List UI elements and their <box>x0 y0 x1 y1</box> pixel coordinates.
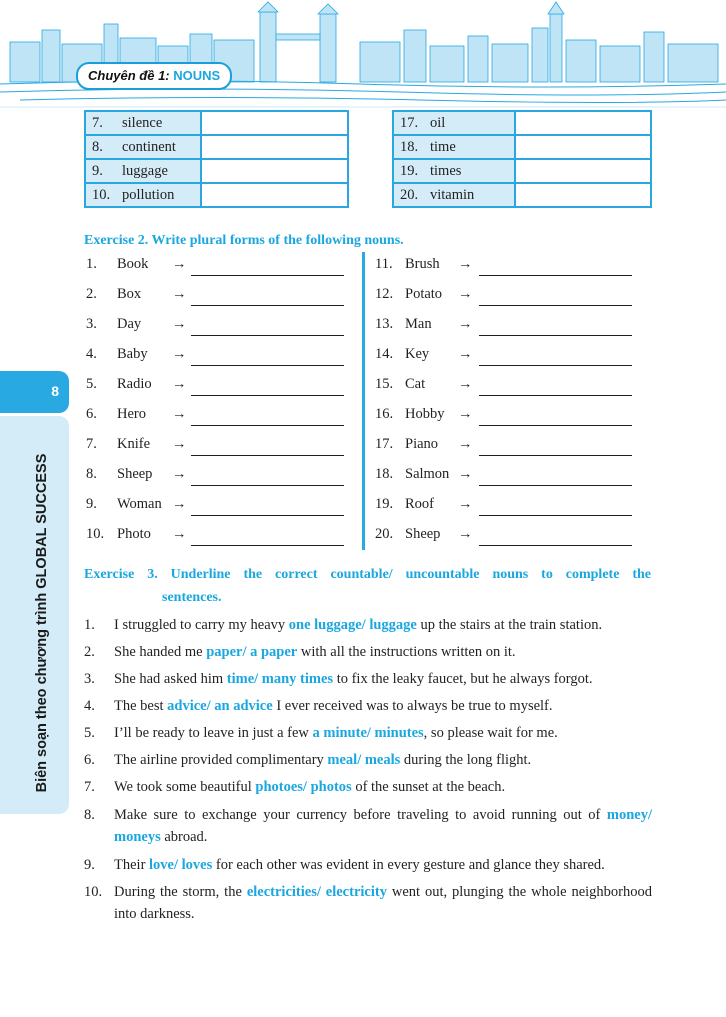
item-number: 3. <box>84 671 95 687</box>
sentence-text: during the long flight. <box>400 752 532 768</box>
sentence-text: for each other was evident in every gesture and glance they shared. <box>212 857 605 873</box>
sentence-text: Their <box>114 857 150 873</box>
item-number: 15. <box>375 376 394 392</box>
item-word: Hobby <box>405 406 445 422</box>
answer-line[interactable] <box>191 395 344 396</box>
item-number: 19. <box>375 496 394 512</box>
sentence-text: to fix the leaky faucet, but he always forgot. <box>333 671 593 687</box>
exercise-3-title-continued: sentences. <box>162 590 222 605</box>
vocab-table-left <box>84 110 349 208</box>
arrow-icon: → <box>172 526 187 542</box>
table-row <box>393 183 651 207</box>
answer-cell[interactable] <box>201 183 348 207</box>
item-word: Piano <box>405 436 439 452</box>
choice-option[interactable]: money/ moneys <box>114 807 652 845</box>
item-number: 2. <box>86 286 97 302</box>
item-word: Sheep <box>117 466 153 482</box>
sentence-text: , so please wait for me. <box>423 725 558 741</box>
answer-line[interactable] <box>191 275 344 276</box>
answer-line[interactable] <box>479 545 632 546</box>
sentence-text: Make sure to exchange your currency before traveling to avoid running out of <box>114 807 607 823</box>
item-number: 16. <box>375 406 394 422</box>
sentence-text: We took some beautiful <box>114 779 256 795</box>
item-number: 5. <box>84 725 95 741</box>
answer-line[interactable] <box>479 395 632 396</box>
table-row <box>85 135 348 159</box>
sentence-text: went out, plunging the whole neighborhood into darkness. <box>114 884 652 922</box>
arrow-icon: → <box>458 376 473 392</box>
vocab-table-right <box>392 110 652 208</box>
item-word: time <box>430 138 456 155</box>
item-word: luggage <box>122 162 168 179</box>
answer-line[interactable] <box>479 485 632 486</box>
item-number: 14. <box>375 346 394 362</box>
arrow-icon: → <box>172 406 187 422</box>
item-number: 4. <box>86 346 97 362</box>
chapter-topic: NOUNS <box>173 68 221 83</box>
sentence-text: I’ll be ready to leave in just a few <box>114 725 313 741</box>
answer-line[interactable] <box>191 335 344 336</box>
item-word: Book <box>117 256 149 272</box>
answer-cell[interactable] <box>201 159 348 183</box>
exercise-3-title: Exercise 3. Underline the correct countable/ uncountable nouns to complete the <box>84 567 651 582</box>
table-row <box>85 159 348 183</box>
sentence-text: During the storm, the <box>114 884 247 900</box>
item-number: 9. <box>86 496 97 512</box>
answer-cell[interactable] <box>515 111 651 135</box>
answer-line[interactable] <box>479 365 632 366</box>
choice-option[interactable]: time/ many times <box>226 671 334 687</box>
answer-cell[interactable] <box>201 111 348 135</box>
item-number: 17. <box>400 114 419 131</box>
arrow-icon: → <box>172 376 187 392</box>
item-word: oil <box>430 114 446 131</box>
answer-line[interactable] <box>191 485 344 486</box>
arrow-icon: → <box>172 436 187 452</box>
answer-line[interactable] <box>479 305 632 306</box>
item-number: 8. <box>92 138 103 155</box>
item-number: 9. <box>84 857 95 873</box>
item-word: times <box>430 162 462 179</box>
item-number: 20. <box>400 186 419 203</box>
item-word: Radio <box>117 376 152 392</box>
answer-line[interactable] <box>479 515 632 516</box>
answer-line[interactable] <box>479 455 632 456</box>
choice-option[interactable]: paper/ a paper <box>206 644 298 660</box>
item-word: Photo <box>117 526 151 542</box>
sentence-text: of the sunset at the beach. <box>351 779 506 795</box>
item-word: Potato <box>405 286 443 302</box>
item-word: continent <box>122 138 176 155</box>
arrow-icon: → <box>458 316 473 332</box>
item-word: Box <box>117 286 142 302</box>
sentence-text: abroad. <box>160 829 208 845</box>
item-number: 20. <box>375 526 394 542</box>
page-number: 8 <box>51 383 59 399</box>
item-word: vitamin <box>430 186 475 203</box>
city-skyline-illustration <box>0 0 726 110</box>
table-row <box>393 135 651 159</box>
sentence-text: The airline provided complimentary <box>114 752 328 768</box>
choice-option[interactable]: advice/ an advice <box>167 698 273 714</box>
table-row <box>85 111 348 135</box>
arrow-icon: → <box>458 526 473 542</box>
sentence-text: She handed me <box>114 644 207 660</box>
answer-line[interactable] <box>191 515 344 516</box>
choice-option[interactable]: electricities/ electricity <box>246 884 387 900</box>
exercise-2-title: Exercise 2. Write plural forms of the following nouns. <box>84 233 404 248</box>
item-number: 19. <box>400 162 419 179</box>
item-word: Hero <box>117 406 146 422</box>
item-number: 10. <box>92 186 111 203</box>
arrow-icon: → <box>172 496 187 512</box>
answer-line[interactable] <box>191 455 344 456</box>
arrow-icon: → <box>172 316 187 332</box>
answer-cell[interactable] <box>515 159 651 183</box>
item-word: Man <box>405 316 432 332</box>
item-word: Brush <box>405 256 440 272</box>
item-number: 6. <box>86 406 97 422</box>
answer-line[interactable] <box>479 275 632 276</box>
chapter-badge <box>76 62 232 90</box>
table-row <box>393 159 651 183</box>
item-word: Cat <box>405 376 426 392</box>
item-number: 8. <box>84 807 95 823</box>
arrow-icon: → <box>458 346 473 362</box>
item-word: pollution <box>122 186 175 203</box>
header-banner <box>0 0 726 110</box>
answer-line[interactable] <box>191 545 344 546</box>
item-number: 9. <box>92 162 103 179</box>
arrow-icon: → <box>458 436 473 452</box>
sentence-text: up the stairs at the train station. <box>416 617 603 633</box>
item-word: Roof <box>405 496 434 512</box>
item-number: 12. <box>375 286 394 302</box>
choice-option[interactable]: photoes/ photos <box>255 779 352 795</box>
chapter-prefix: Chuyên đề 1: <box>88 68 170 83</box>
item-number: 3. <box>86 316 97 332</box>
answer-line[interactable] <box>191 425 344 426</box>
item-word: Key <box>405 346 430 362</box>
sentence-text: I struggled to carry my heavy <box>114 617 289 633</box>
item-word: Sheep <box>405 526 441 542</box>
answer-line[interactable] <box>191 365 344 366</box>
side-vertical-text: Biên soạn theo chương trình GLOBAL SUCCESS <box>34 453 50 793</box>
item-number: 5. <box>86 376 97 392</box>
table-row <box>85 183 348 207</box>
item-number: 6. <box>84 752 95 768</box>
sentence-text: I ever received was to always be true to myself. <box>272 698 553 714</box>
sentence-text: The best <box>114 698 168 714</box>
item-word: Baby <box>117 346 148 362</box>
item-number: 7. <box>92 114 103 131</box>
choice-option[interactable]: meal/ meals <box>327 752 401 768</box>
arrow-icon: → <box>458 466 473 482</box>
item-word: silence <box>122 114 163 131</box>
answer-cell[interactable] <box>515 135 651 159</box>
answer-cell[interactable] <box>201 135 348 159</box>
page-number-tab <box>0 371 69 413</box>
item-number: 1. <box>86 256 97 272</box>
item-number: 10. <box>84 884 103 900</box>
arrow-icon: → <box>458 406 473 422</box>
arrow-icon: → <box>172 466 187 482</box>
arrow-icon: → <box>172 286 187 302</box>
choice-option[interactable]: one luggage/ luggage <box>288 617 417 633</box>
answer-line[interactable] <box>191 305 344 306</box>
arrow-icon: → <box>458 496 473 512</box>
choice-option[interactable]: a minute/ minutes <box>312 725 424 741</box>
sentence-text: with all the instructions written on it. <box>297 644 516 660</box>
arrow-icon: → <box>458 286 473 302</box>
item-number: 10. <box>86 526 105 542</box>
item-number: 8. <box>86 466 97 482</box>
item-number: 2. <box>84 644 95 660</box>
choice-option[interactable]: love/ loves <box>149 857 213 873</box>
answer-cell[interactable] <box>515 183 651 207</box>
item-number: 18. <box>400 138 419 155</box>
item-number: 1. <box>84 617 95 633</box>
table-row <box>393 111 651 135</box>
item-word: Woman <box>117 496 162 512</box>
column-divider <box>362 252 365 550</box>
item-word: Day <box>117 316 142 332</box>
item-number: 18. <box>375 466 394 482</box>
item-word: Salmon <box>405 466 450 482</box>
item-word: Knife <box>117 436 151 452</box>
item-number: 4. <box>84 698 95 714</box>
answer-line[interactable] <box>479 425 632 426</box>
sentence-text: She had asked him <box>114 671 227 687</box>
item-number: 7. <box>86 436 97 452</box>
item-number: 13. <box>375 316 394 332</box>
item-number: 7. <box>84 779 95 795</box>
arrow-icon: → <box>172 346 187 362</box>
arrow-icon: → <box>172 256 187 272</box>
arrow-icon: → <box>458 256 473 272</box>
item-number: 17. <box>375 436 394 452</box>
answer-line[interactable] <box>479 335 632 336</box>
item-number: 11. <box>375 256 393 272</box>
